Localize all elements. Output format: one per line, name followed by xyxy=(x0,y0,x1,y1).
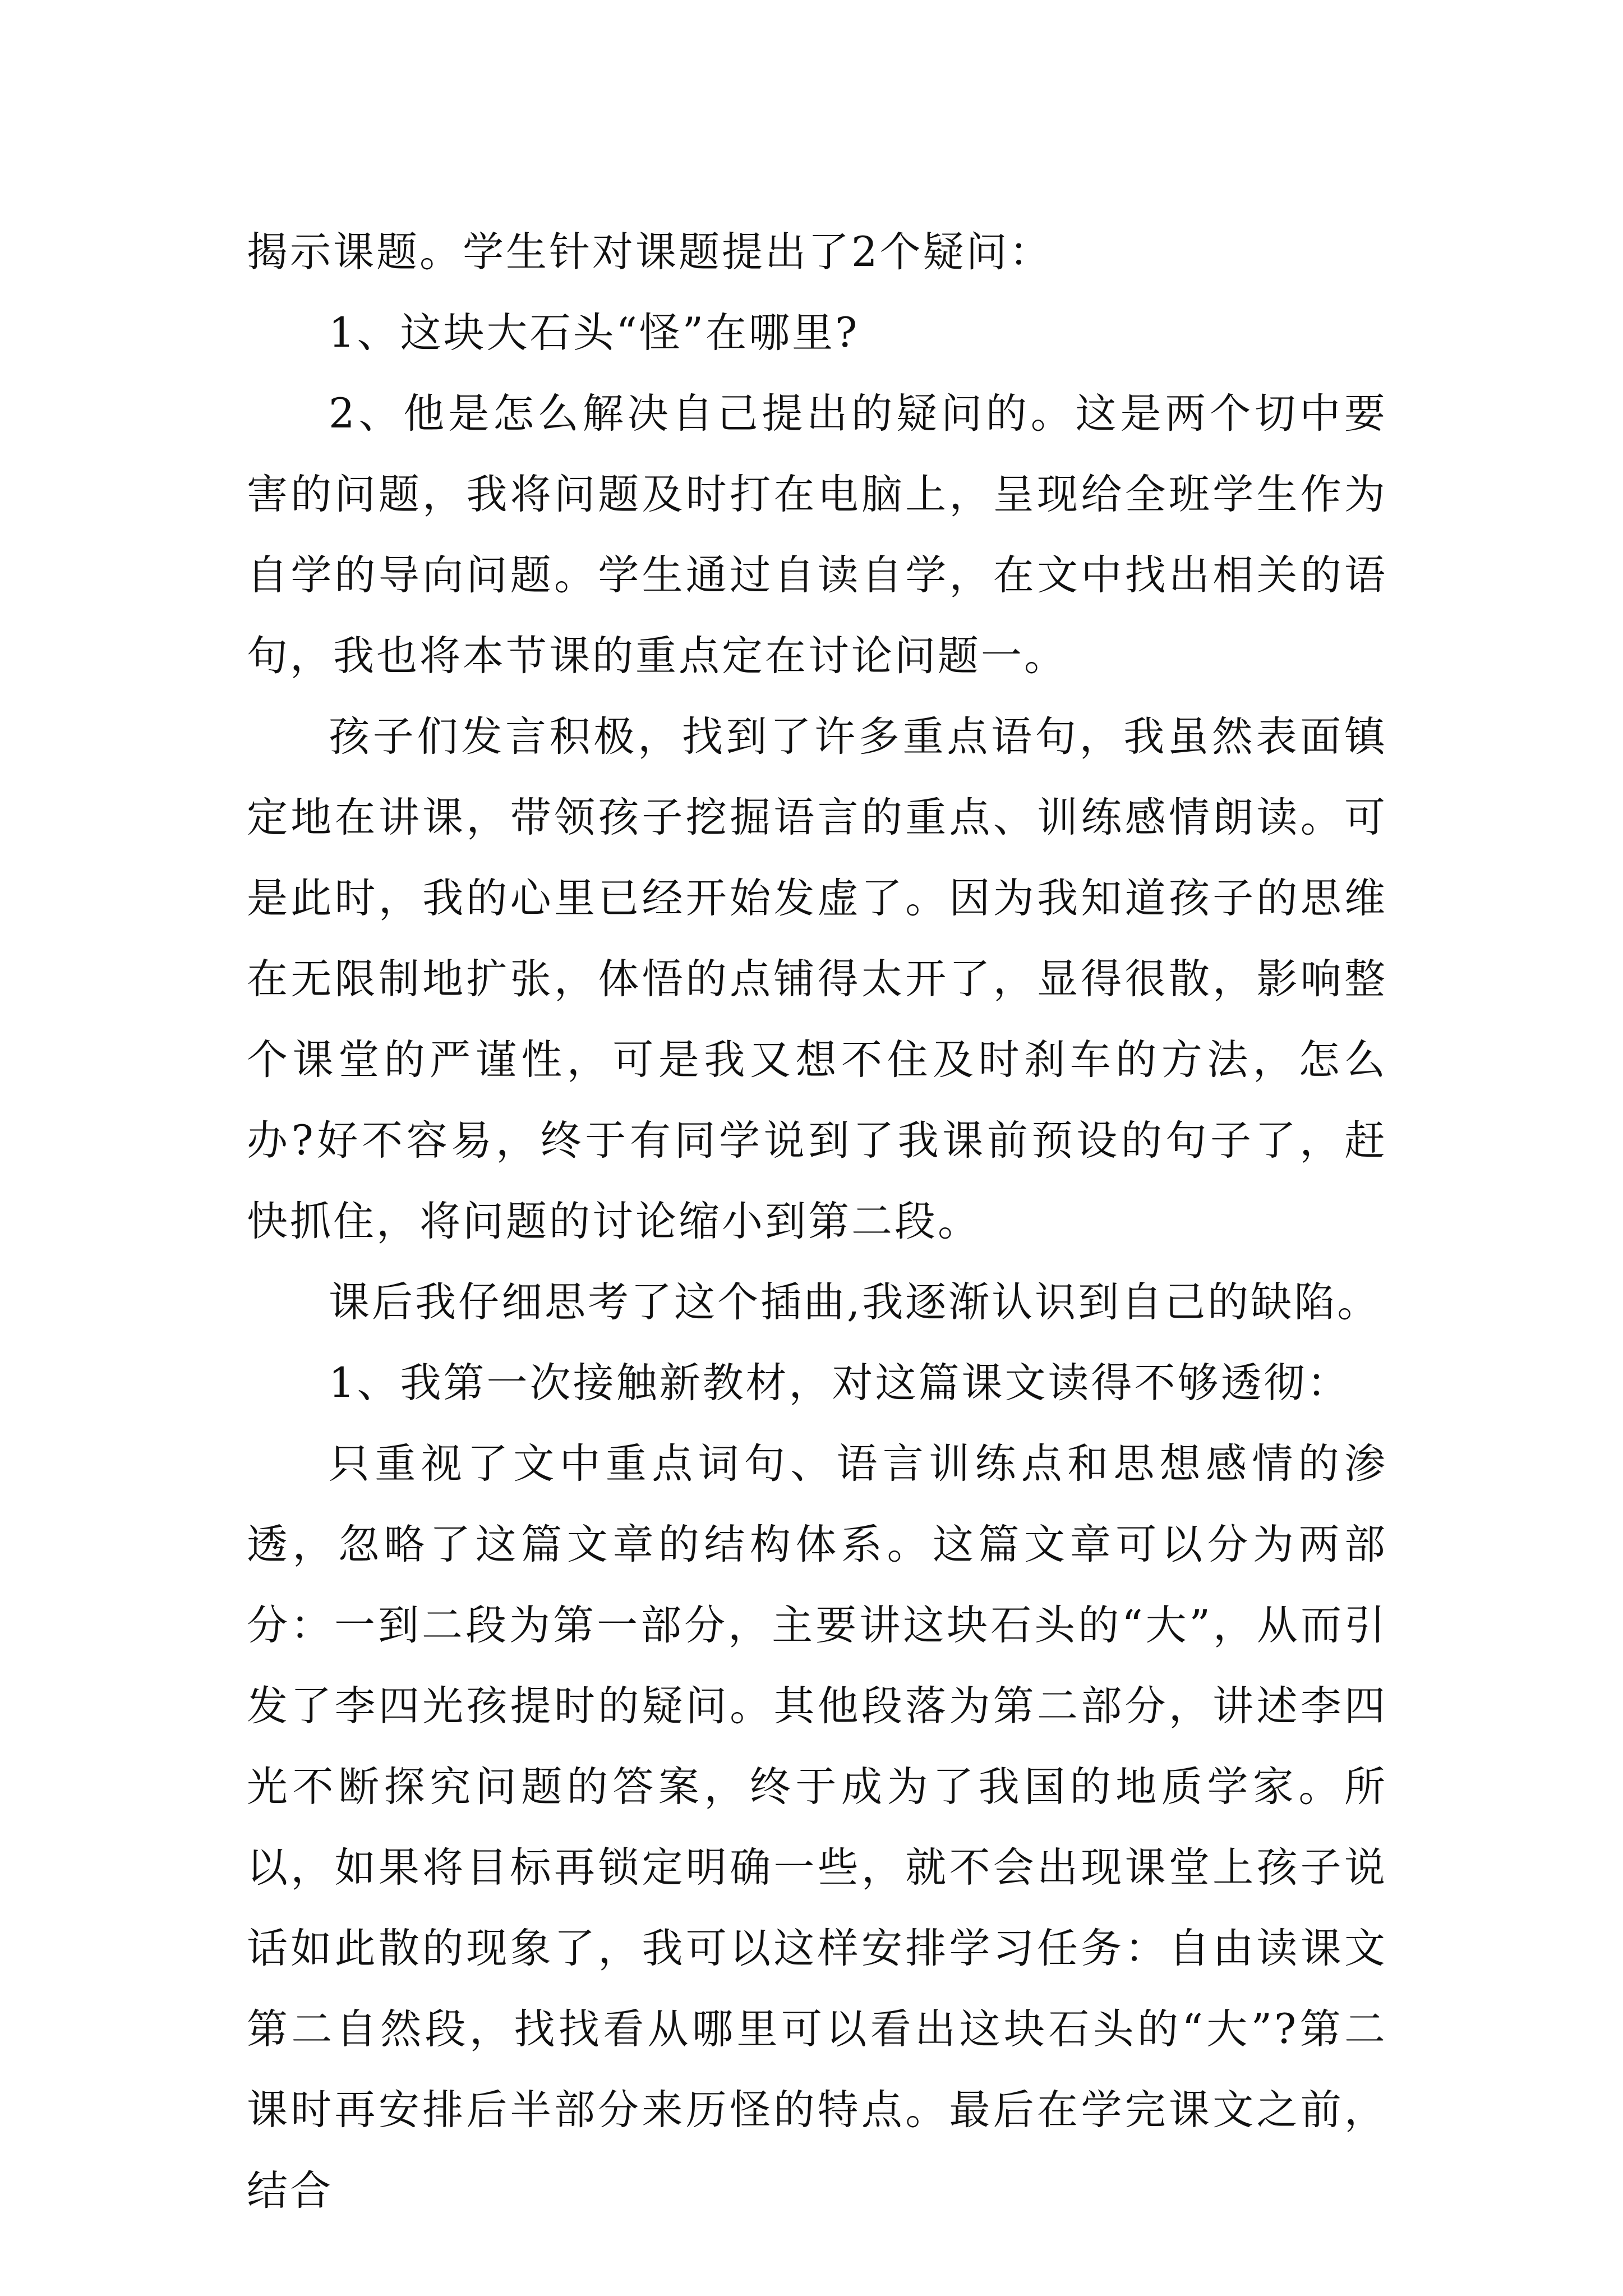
paragraph-5: 课后我仔细思考了这个插曲,我逐渐认识到自己的缺陷。 xyxy=(329,1278,1381,1326)
paragraph-7: 只重视了文中重点词句、语言训练点和思想感情的渗透，忽略了这篇文章的结构体系。这篇文章可以分为两部分：一到二段为第一部分，主要讲这块石头的“大”，从而引发了李四光孩提时的疑问。其他段落为第二部分，讲述李四光不断探究问题的答案，终于成为了我国的地质学家。所以，如果将目标再锁定明确一些，就不会出现课堂上孩子说话如此散的现象了，我可以这样安排学习任务：自由读课文第二自然段，找找看从哪里可以看出这块石头的“大”?第二课时再安排后半部分来历怪的特点。最后在学完课文之前，结合 xyxy=(247,1440,1387,2215)
document-body xyxy=(247,212,1387,2231)
paragraph-4: 孩子们发言积极，找到了许多重点语句，我虽然表面镇定地在讲课，带领孩子挖掘语言的重点、训练感情朗读。可是此时，我的心里已经开始发虚了。因为我知道孩子的思维在无限制地扩张，体悟的点铺得太开了，显得很散，影响整个课堂的严谨性，可是我又想不住及时刹车的方法，怎么办?好不容易，终于有同学说到了我课前预设的句子了，赶快抓住，将问题的讨论缩小到第二段。 xyxy=(247,713,1387,1245)
paragraph-2: 1、这块大石头“怪”在哪里? xyxy=(329,309,860,357)
paragraph-1: 揭示课题。学生针对课题提出了2个疑问： xyxy=(247,228,1053,276)
paragraph-6: 1、我第一次接触新教材，对这篇课文读得不够透彻： xyxy=(329,1359,1350,1407)
paragraph-3: 2、他是怎么解决自己提出的疑问的。这是两个切中要害的问题，我将问题及时打在电脑上，呈现给全班学生作为自学的导向问题。学生通过自读自学，在文中找出相关的语句，我也将本节课的重点定在讨论问题一。 xyxy=(247,390,1387,680)
